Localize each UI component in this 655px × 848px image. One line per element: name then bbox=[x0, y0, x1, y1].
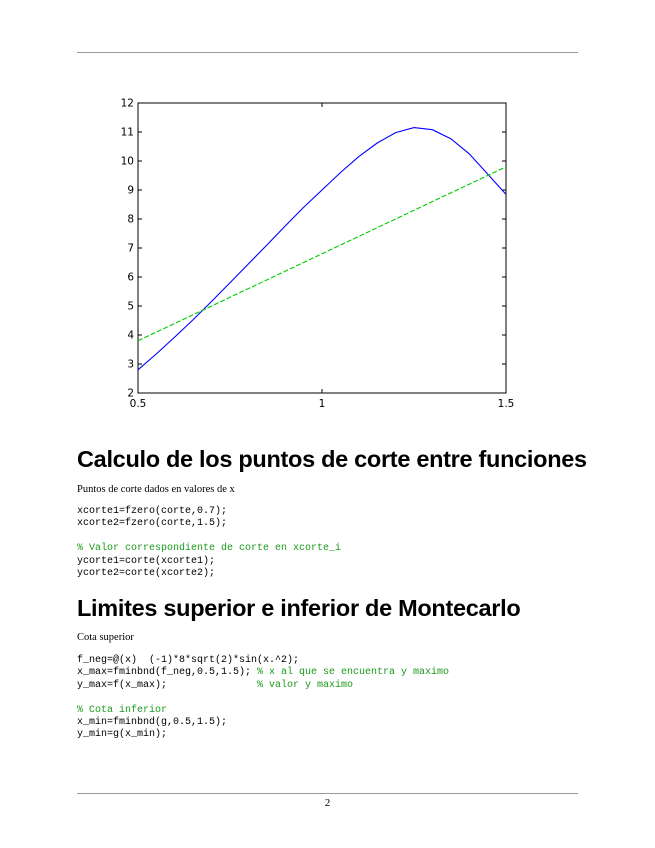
code-line bbox=[77, 667, 449, 679]
y-tick-label: 10 bbox=[120, 155, 134, 168]
code-line bbox=[77, 692, 449, 704]
code-comment: % x al que se encuentra y maximo bbox=[257, 667, 450, 679]
code-line bbox=[77, 729, 449, 741]
section-title-corte: Calculo de los puntos de corte entre funciones bbox=[77, 446, 587, 472]
code-line bbox=[77, 543, 341, 555]
x-tick-label: 1.5 bbox=[497, 398, 515, 410]
code-line bbox=[77, 531, 341, 543]
y-tick-label: 11 bbox=[120, 126, 134, 139]
code-text: f_neg=@(x) (-1)*8*sqrt(2)*sin(x.^2); bbox=[77, 655, 300, 666]
code-line bbox=[77, 568, 341, 580]
code-text: ycorte2=corte(xcorte2); bbox=[77, 568, 216, 580]
code-line bbox=[77, 518, 341, 530]
code-line bbox=[77, 556, 341, 568]
code-text: % Valor correspondiente de corte en xcorte_i bbox=[77, 543, 342, 555]
code-comment: % valor y maximo bbox=[257, 679, 354, 691]
x-tick-label: 1 bbox=[318, 398, 326, 410]
code-text: ycorte1=corte(xcorte1); bbox=[77, 555, 216, 567]
code-text: % Cota inferior bbox=[77, 704, 168, 716]
series-line-green bbox=[138, 167, 506, 341]
code-text: x_min=fminbnd(g,0.5,1.5); bbox=[77, 717, 228, 729]
y-tick-label: 3 bbox=[127, 358, 134, 371]
y-tick-label: 8 bbox=[127, 213, 134, 226]
y-tick-label: 12 bbox=[120, 97, 134, 110]
section-intro-montecarlo: Cota superior bbox=[77, 632, 134, 643]
code-block-corte bbox=[77, 506, 341, 580]
y-tick-label: 7 bbox=[127, 242, 134, 255]
y-tick-label: 6 bbox=[127, 271, 134, 284]
code-text: xcorte1=fzero(corte,0.7); bbox=[77, 506, 228, 517]
code-line bbox=[77, 717, 449, 729]
code-line bbox=[77, 655, 449, 667]
series-line-blue bbox=[138, 128, 506, 370]
code-text: x_max=fminbnd(f_neg,0.5,1.5); bbox=[77, 667, 258, 679]
code-line bbox=[77, 506, 341, 518]
code-line bbox=[77, 705, 449, 717]
y-tick-label: 9 bbox=[127, 184, 134, 197]
section-intro-corte: Puntos de corte dados en valores de x bbox=[77, 484, 235, 495]
code-line bbox=[77, 680, 449, 692]
code-text: xcorte2=fzero(corte,1.5); bbox=[77, 518, 228, 530]
function-plot bbox=[110, 95, 520, 415]
code-text: y_min=g(x_min); bbox=[77, 729, 168, 741]
x-tick-label: 0.5 bbox=[129, 398, 147, 410]
y-tick-label: 2 bbox=[127, 387, 134, 400]
top-rule bbox=[77, 52, 578, 53]
y-tick-label: 4 bbox=[127, 329, 134, 342]
page-number: 2 bbox=[324, 797, 331, 809]
code-text: y_max=f(x_max); bbox=[77, 679, 258, 691]
y-tick-label: 5 bbox=[127, 300, 134, 313]
bottom-rule bbox=[77, 793, 578, 794]
code-block-montecarlo bbox=[77, 655, 449, 742]
plot-frame bbox=[138, 103, 506, 393]
section-title-montecarlo: Limites superior e inferior de Montecarlo bbox=[77, 595, 521, 621]
